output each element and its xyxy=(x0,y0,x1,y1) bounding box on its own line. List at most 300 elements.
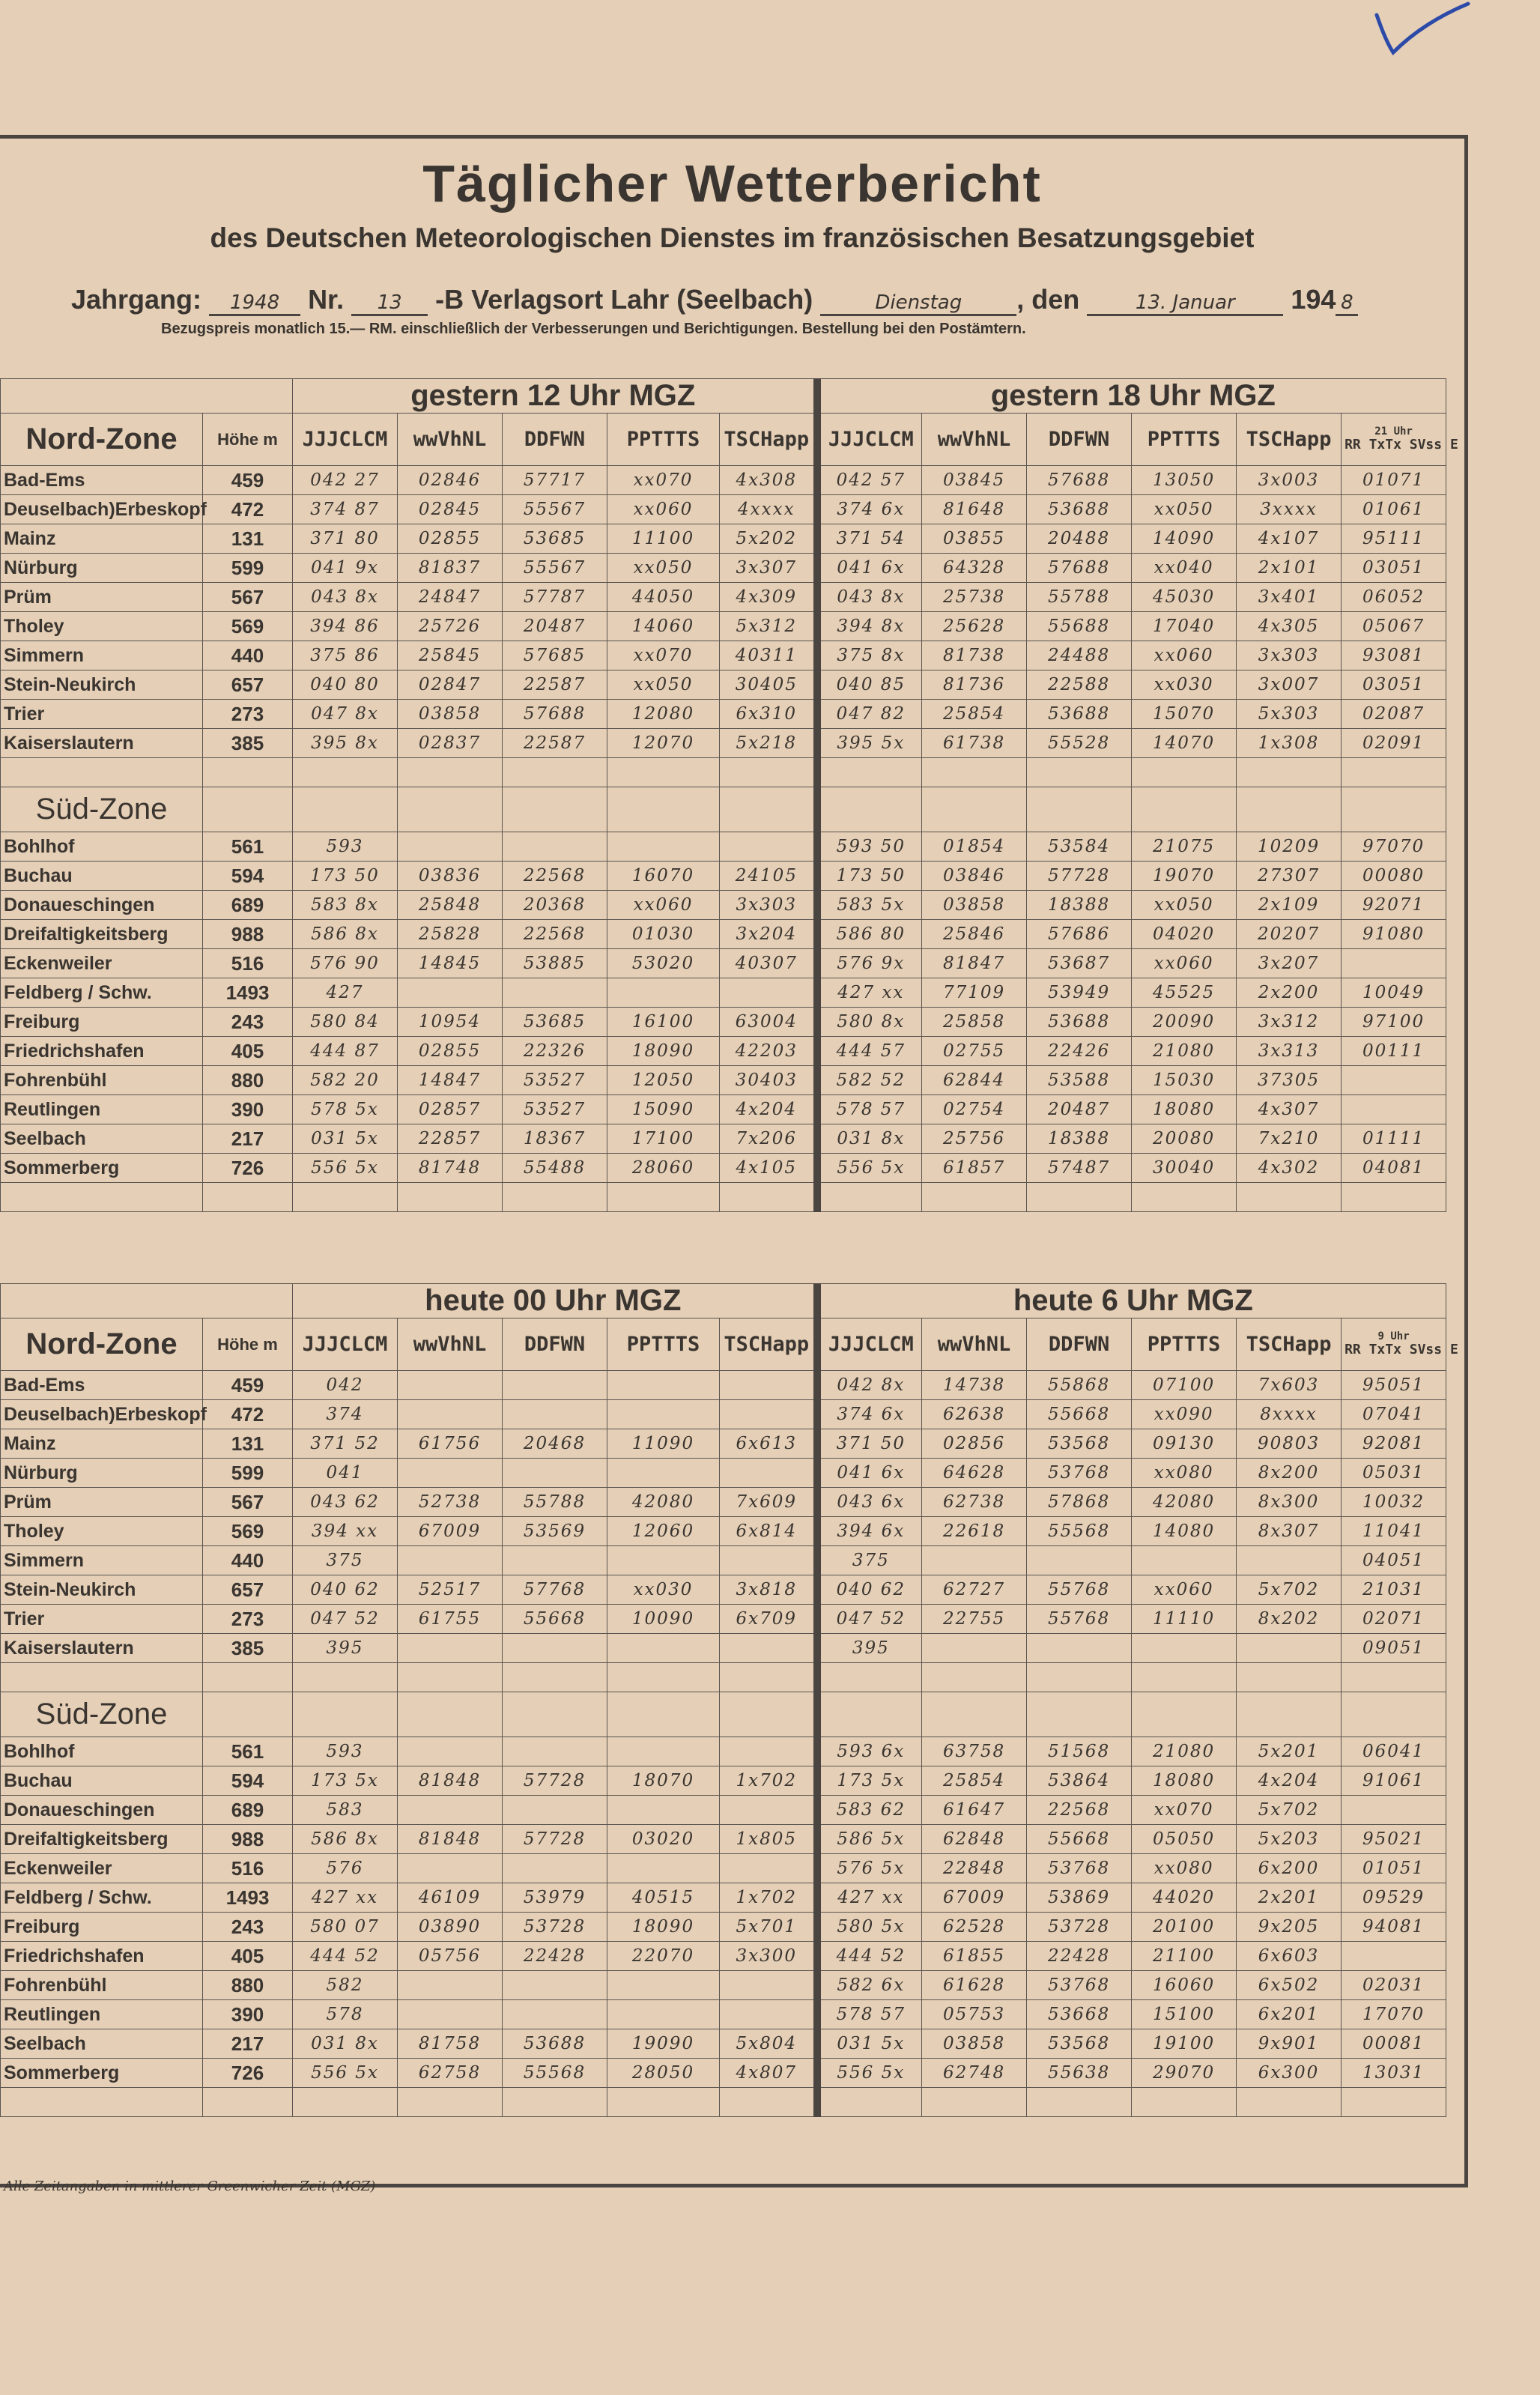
value-left-1: 173 5x xyxy=(293,1766,398,1796)
table-row xyxy=(1,524,1540,554)
value-right-4: 21075 xyxy=(1132,832,1237,862)
value-left-4: 28060 xyxy=(607,1154,720,1183)
value-right-1: 394 6x xyxy=(817,1517,922,1546)
table-row xyxy=(1,1942,1540,1971)
table-row xyxy=(1,1634,1540,1663)
value-right-4: 14090 xyxy=(1132,524,1237,554)
table-bottom xyxy=(0,1283,1540,2117)
blank-cell xyxy=(1237,758,1342,787)
value-right-6: 95111 xyxy=(1342,524,1446,554)
value-right-2: 64328 xyxy=(922,554,1027,583)
blank-cell xyxy=(1132,2088,1237,2117)
station-name: Mainz xyxy=(1,1429,203,1459)
value-right-2: 81738 xyxy=(922,641,1027,670)
hoehe-header: Höhe m xyxy=(203,1318,293,1371)
value-right-6: 00080 xyxy=(1342,862,1446,891)
value-left-1: 394 86 xyxy=(293,612,398,641)
value-right-5: 3x313 xyxy=(1237,1037,1342,1066)
value-right-4: 42080 xyxy=(1132,1488,1237,1517)
blank-cell xyxy=(1342,787,1446,832)
value-right-2: 02754 xyxy=(922,1095,1027,1124)
value-right-2: 03845 xyxy=(922,466,1027,495)
blank-cell xyxy=(1027,758,1132,787)
value-left-5: 4x105 xyxy=(720,1154,817,1183)
value-right-5: 1x308 xyxy=(1237,729,1342,758)
value-left-4: xx070 xyxy=(607,641,720,670)
value-right-2: 25738 xyxy=(922,583,1027,612)
value-left-5 xyxy=(720,1737,817,1766)
value-left-4: 18070 xyxy=(607,1766,720,1796)
station-name: Sommerberg xyxy=(1,2059,203,2088)
value-left-1: 444 87 xyxy=(293,1037,398,1066)
blank-cell xyxy=(720,1663,817,1692)
station-height: 988 xyxy=(203,920,293,949)
blank-cell xyxy=(720,787,817,832)
jahrgang-value: 1948 xyxy=(209,291,300,316)
value-left-5: 3x303 xyxy=(720,891,817,920)
station-height: 726 xyxy=(203,1154,293,1183)
blank-cell xyxy=(1132,1663,1237,1692)
value-left-1: 582 xyxy=(293,1971,398,2000)
station-name: Reutlingen xyxy=(1,1095,203,1124)
value-left-3: 22587 xyxy=(503,670,607,700)
value-right-6: 00111 xyxy=(1342,1037,1446,1066)
value-right-6: 21031 xyxy=(1342,1575,1446,1605)
value-left-3 xyxy=(503,978,607,1008)
value-right-4: 20100 xyxy=(1132,1913,1237,1942)
value-left-4: 16100 xyxy=(607,1008,720,1037)
table-row xyxy=(1,1095,1540,1124)
station-name: Fohrenbühl xyxy=(1,1971,203,2000)
value-right-6: 95021 xyxy=(1342,1825,1446,1854)
value-right-2: 03846 xyxy=(922,862,1027,891)
blank-cell xyxy=(398,2088,503,2117)
value-left-4: 12060 xyxy=(607,1517,720,1546)
table-row xyxy=(1,700,1540,729)
station-height: 243 xyxy=(203,1008,293,1037)
value-right-3: 22588 xyxy=(1027,670,1132,700)
value-left-4: 18090 xyxy=(607,1913,720,1942)
value-left-5: 5x202 xyxy=(720,524,817,554)
value-right-3: 22428 xyxy=(1027,1942,1132,1971)
value-right-3: 53864 xyxy=(1027,1766,1132,1796)
section-title-row xyxy=(1,379,1540,414)
value-right-3: 53768 xyxy=(1027,1971,1132,2000)
table-row xyxy=(1,1825,1540,1854)
station-name: Kaiserslautern xyxy=(1,729,203,758)
blank-cell xyxy=(203,1692,293,1737)
section-title-row xyxy=(1,1284,1540,1318)
station-name: Bohlhof xyxy=(1,1737,203,1766)
value-left-2 xyxy=(398,2000,503,2029)
value-right-5: 9x901 xyxy=(1237,2029,1342,2059)
value-right-1: 583 62 xyxy=(817,1796,922,1825)
station-name: Kaiserslautern xyxy=(1,1634,203,1663)
value-right-2: 62638 xyxy=(922,1400,1027,1429)
value-left-4: 44050 xyxy=(607,583,720,612)
value-left-3: 57728 xyxy=(503,1825,607,1854)
col-header-c1-right: JJJCLCM xyxy=(817,1318,922,1371)
value-right-6 xyxy=(1342,949,1446,978)
value-left-1: 043 8x xyxy=(293,583,398,612)
blank-cell xyxy=(1,758,203,787)
value-left-3: 22428 xyxy=(503,1942,607,1971)
value-right-1: 582 6x xyxy=(817,1971,922,2000)
table-row xyxy=(1,583,1540,612)
value-left-1: 580 07 xyxy=(293,1913,398,1942)
blank-cell xyxy=(720,1183,817,1212)
value-right-2: 25756 xyxy=(922,1124,1027,1154)
value-right-1: 427 xx xyxy=(817,1883,922,1913)
table-row xyxy=(1,2000,1540,2029)
value-left-5: 4x308 xyxy=(720,466,817,495)
col-header-c1: JJJCLCM xyxy=(293,1318,398,1371)
col-header-c2-right: wwVhNL xyxy=(922,414,1027,466)
value-right-3: 53668 xyxy=(1027,2000,1132,2029)
blank-cell xyxy=(398,1663,503,1692)
value-right-3: 53688 xyxy=(1027,495,1132,524)
value-right-2: 22848 xyxy=(922,1854,1027,1883)
value-right-3: 53949 xyxy=(1027,978,1132,1008)
value-right-6: 93081 xyxy=(1342,641,1446,670)
value-right-1: 444 52 xyxy=(817,1942,922,1971)
value-right-6: 02071 xyxy=(1342,1605,1446,1634)
value-right-1: 395 5x xyxy=(817,729,922,758)
value-left-5: 1x702 xyxy=(720,1883,817,1913)
value-right-5: 5x201 xyxy=(1237,1737,1342,1766)
blank-cell xyxy=(1342,1183,1446,1212)
value-right-6: 05031 xyxy=(1342,1459,1446,1488)
value-right-4: xx060 xyxy=(1132,1575,1237,1605)
station-height: 599 xyxy=(203,554,293,583)
station-name: Freiburg xyxy=(1,1008,203,1037)
value-right-3: 55568 xyxy=(1027,1517,1132,1546)
value-left-5: 30403 xyxy=(720,1066,817,1095)
value-right-3: 53768 xyxy=(1027,1459,1132,1488)
value-right-3: 53688 xyxy=(1027,1008,1132,1037)
value-right-5: 7x210 xyxy=(1237,1124,1342,1154)
value-left-5: 5x218 xyxy=(720,729,817,758)
value-left-4: 12070 xyxy=(607,729,720,758)
value-right-6: 01061 xyxy=(1342,495,1446,524)
value-left-3: 55788 xyxy=(503,1488,607,1517)
blank-cell xyxy=(398,1183,503,1212)
end-row xyxy=(1,2088,1540,2117)
value-left-1: 042 xyxy=(293,1371,398,1400)
station-name: Deuselbach)Erbeskopf xyxy=(1,1400,203,1429)
table-row xyxy=(1,978,1540,1008)
value-right-3: 57728 xyxy=(1027,862,1132,891)
value-left-1: 576 xyxy=(293,1854,398,1883)
station-height: 131 xyxy=(203,524,293,554)
table-row xyxy=(1,1854,1540,1883)
value-left-4 xyxy=(607,1546,720,1575)
value-left-3: 53728 xyxy=(503,1913,607,1942)
value-right-2: 03858 xyxy=(922,891,1027,920)
station-height: 217 xyxy=(203,2029,293,2059)
value-left-4: 12080 xyxy=(607,700,720,729)
value-left-3: 53569 xyxy=(503,1517,607,1546)
value-right-1: 371 50 xyxy=(817,1429,922,1459)
value-left-2: 02845 xyxy=(398,495,503,524)
blank-cell xyxy=(817,1183,922,1212)
value-left-2: 61756 xyxy=(398,1429,503,1459)
col-header-c4: PPTTTS xyxy=(607,1318,720,1371)
value-right-5: 6x300 xyxy=(1237,2059,1342,2088)
station-name: Fohrenbühl xyxy=(1,1066,203,1095)
station-height: 561 xyxy=(203,832,293,862)
value-right-4: 19070 xyxy=(1132,862,1237,891)
station-height: 405 xyxy=(203,1942,293,1971)
value-left-2: 14845 xyxy=(398,949,503,978)
table-row xyxy=(1,1371,1540,1400)
value-left-1: 593 xyxy=(293,1737,398,1766)
blank-cell xyxy=(922,787,1027,832)
station-height: 561 xyxy=(203,1737,293,1766)
value-right-3: 22568 xyxy=(1027,1796,1132,1825)
station-name: Tholey xyxy=(1,612,203,641)
col-header-c3-right: DDFWN xyxy=(1027,414,1132,466)
value-right-4: xx050 xyxy=(1132,495,1237,524)
value-left-4: xx060 xyxy=(607,495,720,524)
value-left-5: 5x312 xyxy=(720,612,817,641)
value-right-2: 61857 xyxy=(922,1154,1027,1183)
value-right-5: 2x200 xyxy=(1237,978,1342,1008)
blank-cell xyxy=(1237,1663,1342,1692)
value-right-4: 19100 xyxy=(1132,2029,1237,2059)
value-left-3 xyxy=(503,1634,607,1663)
blank-cell xyxy=(203,2088,293,2117)
value-left-1: 375 xyxy=(293,1546,398,1575)
blank-cell xyxy=(922,1692,1027,1737)
station-name: Prüm xyxy=(1,1488,203,1517)
corner-cell xyxy=(1,379,293,414)
blank-cell xyxy=(1132,1692,1237,1737)
value-right-5 xyxy=(1237,1634,1342,1663)
value-right-4: 14080 xyxy=(1132,1517,1237,1546)
station-name: Eckenweiler xyxy=(1,1854,203,1883)
value-left-3: 53685 xyxy=(503,524,607,554)
value-right-2: 62738 xyxy=(922,1488,1027,1517)
value-right-4 xyxy=(1132,1634,1237,1663)
value-left-3: 20468 xyxy=(503,1429,607,1459)
value-right-6: 01071 xyxy=(1342,466,1446,495)
value-left-1: 031 5x xyxy=(293,1124,398,1154)
value-left-2: 05756 xyxy=(398,1942,503,1971)
value-right-4: 18080 xyxy=(1132,1766,1237,1796)
value-right-6: 92071 xyxy=(1342,891,1446,920)
value-right-5: 8xxxx xyxy=(1237,1400,1342,1429)
value-left-2: 46109 xyxy=(398,1883,503,1913)
station-height: 1493 xyxy=(203,978,293,1008)
station-height: 569 xyxy=(203,612,293,641)
value-right-1: 047 52 xyxy=(817,1605,922,1634)
blank-cell xyxy=(1027,787,1132,832)
value-left-3: 22568 xyxy=(503,920,607,949)
station-name: Donaueschingen xyxy=(1,891,203,920)
zone-row xyxy=(1,787,1540,832)
value-right-4: xx050 xyxy=(1132,891,1237,920)
value-left-4 xyxy=(607,1737,720,1766)
table-row xyxy=(1,554,1540,583)
value-right-2: 05753 xyxy=(922,2000,1027,2029)
station-name: Tholey xyxy=(1,1517,203,1546)
blank-cell xyxy=(503,1692,607,1737)
value-right-3: 55788 xyxy=(1027,583,1132,612)
value-left-3: 53688 xyxy=(503,2029,607,2059)
blank-cell xyxy=(1342,758,1446,787)
value-left-2: 10954 xyxy=(398,1008,503,1037)
value-left-1: 395 xyxy=(293,1634,398,1663)
value-left-3: 57768 xyxy=(503,1575,607,1605)
table-row xyxy=(1,1037,1540,1066)
value-left-5: 4x204 xyxy=(720,1095,817,1124)
value-right-2: 61628 xyxy=(922,1971,1027,2000)
value-left-1: 582 20 xyxy=(293,1066,398,1095)
table-row xyxy=(1,1400,1540,1429)
value-left-1: 371 80 xyxy=(293,524,398,554)
blank-cell xyxy=(1132,787,1237,832)
value-right-5: 20207 xyxy=(1237,920,1342,949)
value-right-6: 06052 xyxy=(1342,583,1446,612)
value-right-3: 53584 xyxy=(1027,832,1132,862)
value-right-4: 18080 xyxy=(1132,1095,1237,1124)
value-right-2 xyxy=(922,1634,1027,1663)
col-header-c5-right: TSCHapp xyxy=(1237,414,1342,466)
station-height: 516 xyxy=(203,1854,293,1883)
value-right-2: 81847 xyxy=(922,949,1027,978)
station-height: 516 xyxy=(203,949,293,978)
value-right-4: xx030 xyxy=(1132,670,1237,700)
value-right-2: 63758 xyxy=(922,1737,1027,1766)
value-right-1: 041 6x xyxy=(817,1459,922,1488)
table-row xyxy=(1,1459,1540,1488)
blank-cell xyxy=(203,787,293,832)
station-height: 657 xyxy=(203,1575,293,1605)
value-right-6: 13031 xyxy=(1342,2059,1446,2088)
value-left-5: 3x204 xyxy=(720,920,817,949)
value-left-5 xyxy=(720,2000,817,2029)
value-left-5 xyxy=(720,832,817,862)
value-right-3: 53588 xyxy=(1027,1066,1132,1095)
table-row xyxy=(1,1429,1540,1459)
value-right-6 xyxy=(1342,1942,1446,1971)
value-left-3 xyxy=(503,1400,607,1429)
value-left-2 xyxy=(398,832,503,862)
value-left-1: 375 86 xyxy=(293,641,398,670)
blank-cell xyxy=(1027,1692,1132,1737)
nr-value: 13 xyxy=(351,291,428,316)
station-height: 217 xyxy=(203,1124,293,1154)
value-right-2: 03858 xyxy=(922,2029,1027,2059)
value-left-3 xyxy=(503,1737,607,1766)
value-right-5: 3x007 xyxy=(1237,670,1342,700)
value-right-2: 01854 xyxy=(922,832,1027,862)
station-height: 657 xyxy=(203,670,293,700)
station-name: Simmern xyxy=(1,1546,203,1575)
value-left-1: 043 62 xyxy=(293,1488,398,1517)
corner-cell xyxy=(1,1284,293,1318)
value-left-3: 22326 xyxy=(503,1037,607,1066)
value-left-1: 173 50 xyxy=(293,862,398,891)
value-right-6: 04081 xyxy=(1342,1154,1446,1183)
value-right-3: 55768 xyxy=(1027,1575,1132,1605)
table-row xyxy=(1,1913,1540,1942)
value-right-5: 4x305 xyxy=(1237,612,1342,641)
blank-cell xyxy=(817,787,922,832)
value-left-4 xyxy=(607,1971,720,2000)
value-left-2: 81837 xyxy=(398,554,503,583)
rr-header xyxy=(1342,1318,1458,1371)
value-right-2: 14738 xyxy=(922,1371,1027,1400)
value-left-5: 63004 xyxy=(720,1008,817,1037)
value-right-3 xyxy=(1027,1546,1132,1575)
value-left-4 xyxy=(607,978,720,1008)
value-right-2: 81648 xyxy=(922,495,1027,524)
section-title-left: heute 00 Uhr MGZ xyxy=(293,1284,817,1318)
value-right-1: 578 57 xyxy=(817,1095,922,1124)
table-row xyxy=(1,1971,1540,2000)
checkmark-icon xyxy=(1371,0,1476,60)
value-right-1: 394 8x xyxy=(817,612,922,641)
value-left-3 xyxy=(503,2000,607,2029)
value-left-2: 14847 xyxy=(398,1066,503,1095)
value-right-3: 57487 xyxy=(1027,1154,1132,1183)
value-left-4: xx030 xyxy=(607,1575,720,1605)
value-left-5: 4xxxx xyxy=(720,495,817,524)
value-left-3: 57787 xyxy=(503,583,607,612)
value-right-5: 5x702 xyxy=(1237,1575,1342,1605)
zone-label-nord: Nord-Zone xyxy=(1,1318,203,1371)
value-right-6: 92081 xyxy=(1342,1429,1446,1459)
value-left-4 xyxy=(607,1796,720,1825)
value-left-2: 02846 xyxy=(398,466,503,495)
value-right-6: 06041 xyxy=(1342,1737,1446,1766)
value-left-1: 444 52 xyxy=(293,1942,398,1971)
value-right-6 xyxy=(1342,1095,1446,1124)
station-name: Buchau xyxy=(1,1766,203,1796)
value-right-4 xyxy=(1132,1546,1237,1575)
value-left-1: 047 8x xyxy=(293,700,398,729)
value-left-3: 18367 xyxy=(503,1124,607,1154)
table-row xyxy=(1,729,1540,758)
value-left-2 xyxy=(398,1634,503,1663)
col-header-c2: wwVhNL xyxy=(398,1318,503,1371)
value-right-5: 5x702 xyxy=(1237,1796,1342,1825)
value-right-6 xyxy=(1342,1066,1446,1095)
blank-cell xyxy=(1027,1183,1132,1212)
value-right-3: 20487 xyxy=(1027,1095,1132,1124)
value-left-1: 371 52 xyxy=(293,1429,398,1459)
value-right-3: 24488 xyxy=(1027,641,1132,670)
blank-cell xyxy=(1027,1663,1132,1692)
value-right-3: 18388 xyxy=(1027,1124,1132,1154)
blank-row xyxy=(1,1663,1540,1692)
station-name: Trier xyxy=(1,700,203,729)
value-right-1: 395 xyxy=(817,1634,922,1663)
value-left-1: 586 8x xyxy=(293,920,398,949)
value-left-3: 20368 xyxy=(503,891,607,920)
value-right-4: 07100 xyxy=(1132,1371,1237,1400)
value-right-4: 21080 xyxy=(1132,1037,1237,1066)
value-left-5: 30405 xyxy=(720,670,817,700)
value-right-5: 4x307 xyxy=(1237,1095,1342,1124)
value-right-5: 5x203 xyxy=(1237,1825,1342,1854)
value-right-1: 593 6x xyxy=(817,1737,922,1766)
value-left-5 xyxy=(720,1971,817,2000)
station-name: Buchau xyxy=(1,862,203,891)
station-height: 273 xyxy=(203,700,293,729)
